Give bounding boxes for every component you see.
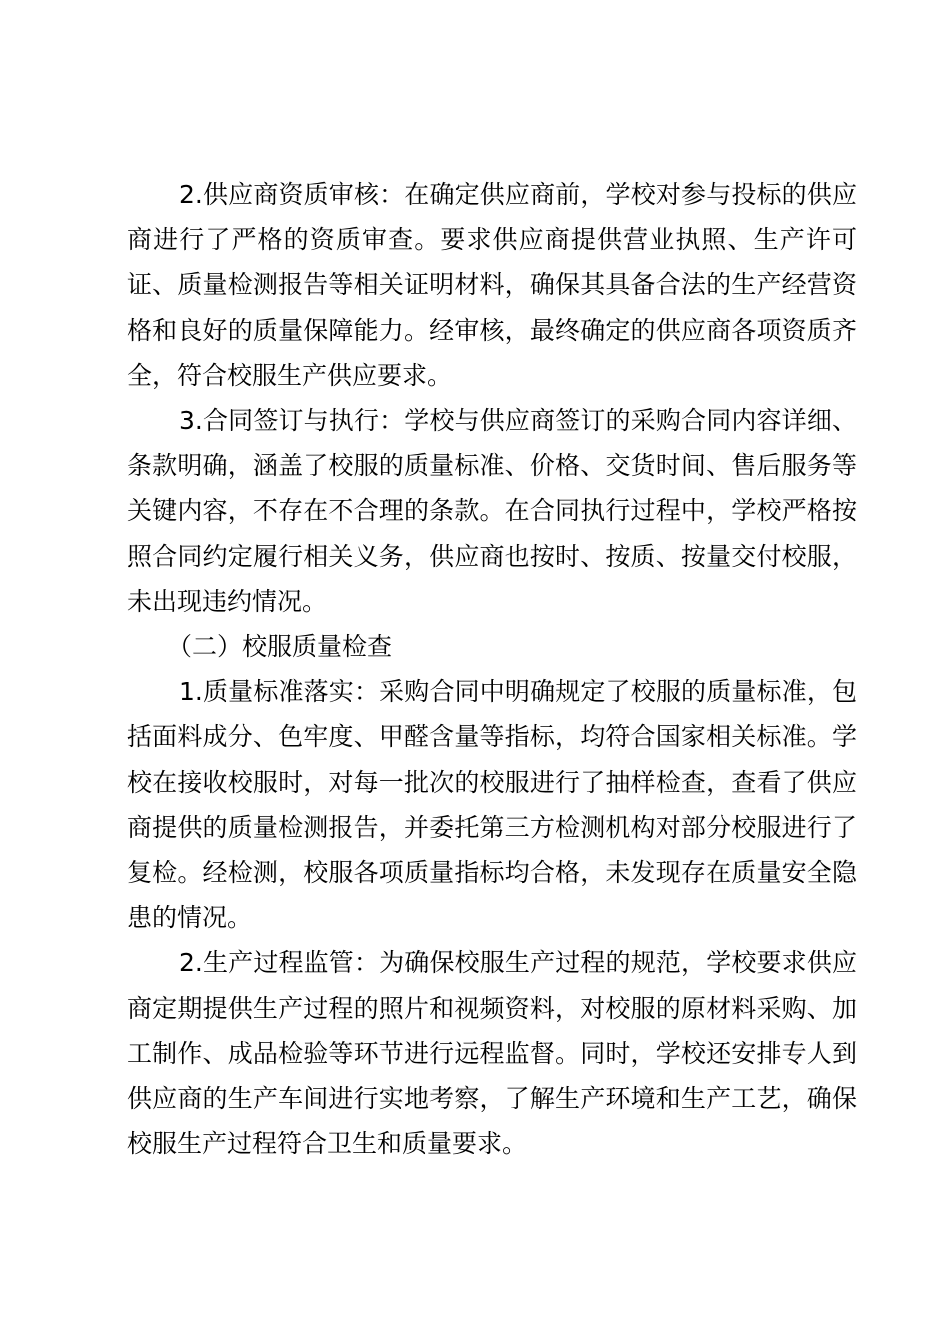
paragraph-quality-standard-implementation: 1.质量标准落实：采购合同中明确规定了校服的质量标准，包括面料成分、色牢度、甲醛含量等指标，均符合国家相关标准。学校在接收校服时，对每一批次的校服进行了抽样检查，查看了供应商提供的质量检测报告，并委托第三方检测机构对部分校服进行了复检。经检测，校服各项质量指标均合格，未发现存在质量安全隐患的情况。 <box>127 677 857 933</box>
section-heading-uniform-quality-check: （二）校服质量检查 <box>167 632 393 662</box>
paragraph-contract-signing-execution: 3.合同签订与执行：学校与供应商签订的采购合同内容详细、条款明确，涵盖了校服的质量标准、价格、交货时间、售后服务等关键内容，不存在不合理的条款。在合同执行过程中，学校严格按照合同约定履行相关义务，供应商也按时、按质、按量交付校服，未出现违约情况。 <box>127 406 857 616</box>
paragraph-supplier-qualification-review: 2.供应商资质审核：在确定供应商前，学校对参与投标的供应商进行了严格的资质审查。要求供应商提供营业执照、生产许可证、质量检测报告等相关证明材料，确保其具备合法的生产经营资格和良好的质量保障能力。经审核，最终确定的供应商各项资质齐全，符合校服生产供应要求。 <box>127 180 857 390</box>
paragraph-production-process-supervision: 2.生产过程监管：为确保校服生产过程的规范，学校要求供应商定期提供生产过程的照片和视频资料，对校服的原材料采购、加工制作、成品检验等环节进行远程监督。同时，学校还安排专人到供应商的生产车间进行实地考察，了解生产环境和生产工艺，确保校服生产过程符合卫生和质量要求。 <box>127 948 857 1159</box>
document-body <box>127 172 857 1166</box>
